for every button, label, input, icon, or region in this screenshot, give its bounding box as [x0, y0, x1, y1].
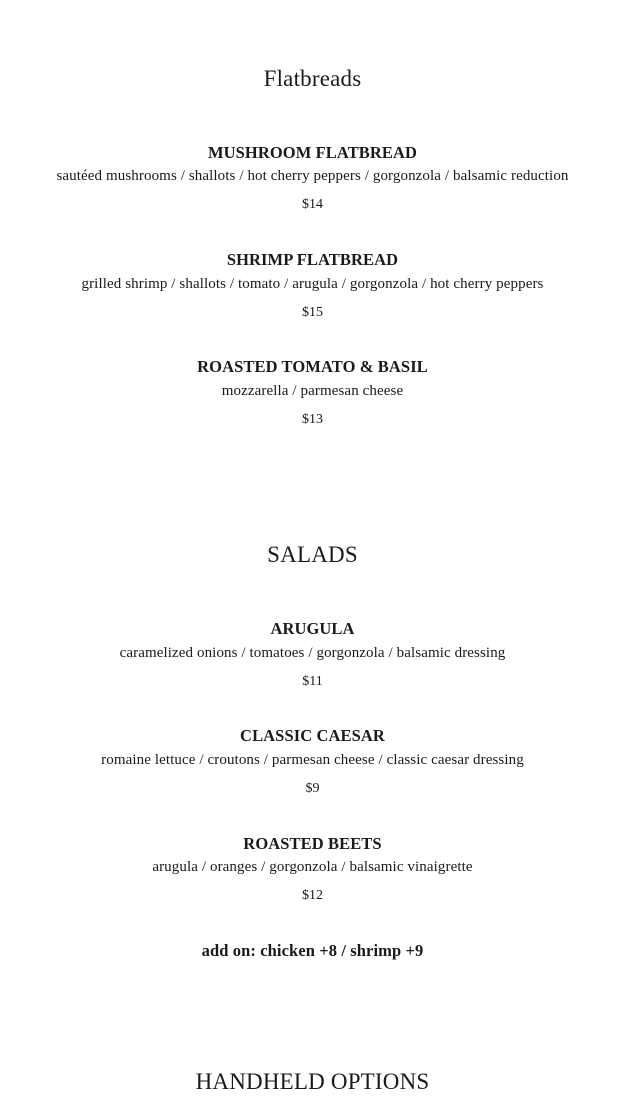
section-title-flatbreads: Flatbreads	[263, 66, 362, 91]
item-price-arugula: $11	[302, 674, 323, 689]
item-price-roasted-beets: $12	[302, 888, 323, 903]
section-title-salads: SALADS	[267, 542, 358, 567]
item-desc-roasted-tomato-basil: mozzarella / parmesan cheese	[221, 383, 404, 399]
item-price-shrimp-flatbread: $15	[302, 305, 323, 320]
item-desc-classic-caesar: romaine lettuce / croutons / parmesan cheese / classic caesar dressing	[101, 752, 524, 768]
item-price-classic-caesar: $9	[305, 781, 320, 796]
item-name-roasted-tomato-basil: ROASTED TOMATO & BASIL	[197, 357, 428, 376]
item-desc-shrimp-flatbread: grilled shrimp / shallots / tomato / arugula / gorgonzola / hot cherry peppers	[81, 276, 544, 292]
item-desc-arugula: caramelized onions / tomatoes / gorgonzola / balsamic dressing	[119, 645, 506, 661]
item-desc-roasted-beets: arugula / oranges / gorgonzola / balsamic vinaigrette	[152, 859, 473, 875]
item-price-mushroom-flatbread: $14	[302, 197, 323, 212]
item-desc-mushroom-flatbread: sautéed mushrooms / shallots / hot cherry peppers / gorgonzola / balsamic reduction	[56, 168, 569, 184]
item-price-roasted-tomato-basil: $13	[302, 412, 323, 427]
salad-addon-note: add on: chicken +8 / shrimp +9	[201, 941, 424, 960]
item-name-shrimp-flatbread: SHRIMP FLATBREAD	[226, 250, 399, 269]
section-title-handheld-options: HANDHELD OPTIONS	[195, 1069, 430, 1094]
item-name-arugula: ARUGULA	[270, 619, 355, 638]
item-name-classic-caesar: CLASSIC CAESAR	[240, 726, 385, 745]
item-name-mushroom-flatbread: MUSHROOM FLATBREAD	[207, 143, 418, 162]
item-name-roasted-beets: ROASTED BEETS	[243, 834, 382, 853]
